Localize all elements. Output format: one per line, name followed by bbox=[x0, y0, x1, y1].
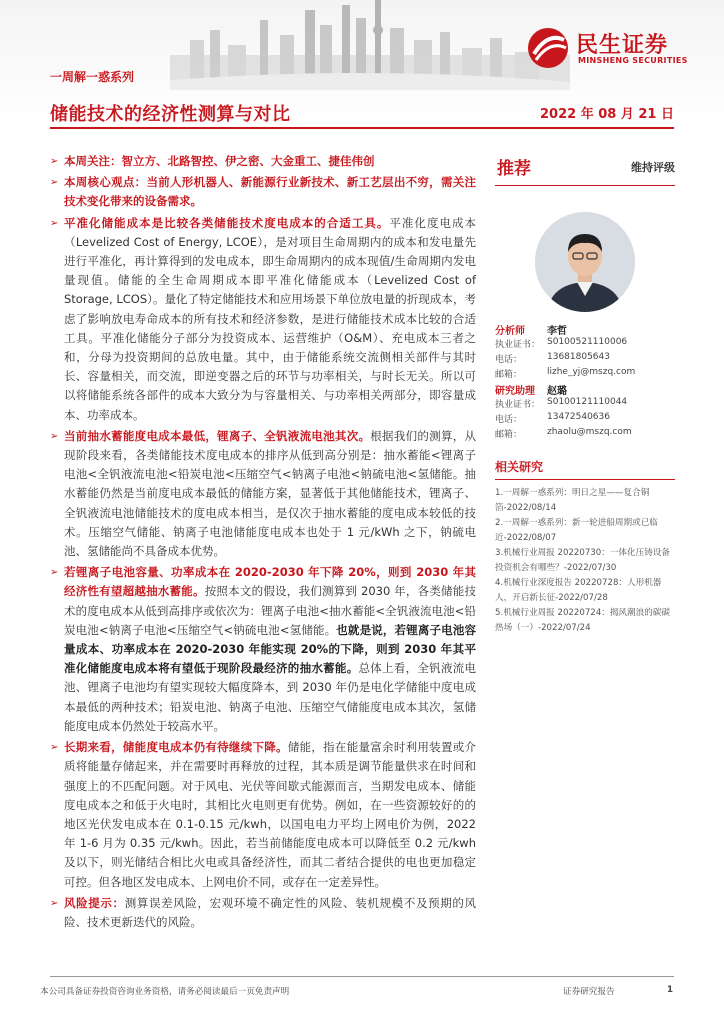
para-text: 储能，指在能量富余时利用装置或介质将能量存储起来，并在需要时再释放的过程，其本质是调节能量供求在时间和强度上的不匹配问题。对于风电、光伏等间歇式能源而言，当期发电成本、储能度电成本之和低于火电时，其相比火电则更有优势。例如，在一些资源较好的的地区光伏发电成本在 0.1-0.15 元/kwh，以国电电力平均上网电价为例，2022 年 1-6 月为 0.35 元/kwh。因此，若当前储能度电成本可以降低至 0.2 元/kwh 及以下，则光储结合相比火电或具备经济性，而其二者结合提供的电也更加稳定可控。但各地区发电成本、上网电价不同，或存在一定差异性。 bbox=[64, 740, 477, 889]
city-skyline-image bbox=[170, 0, 570, 90]
analyst-name: 李哲 bbox=[547, 326, 567, 337]
summary-paragraph bbox=[50, 738, 476, 892]
para-text: 按照本文的假设，我们测算到 2030 年，各类储能技术的度电成本从低到高排序或依次为：锂离子电池<抽水蓄能<全钒液流电池<铅炭电池<钠离子电池<压缩空气<钠硫电池<氢储能。 bbox=[64, 584, 477, 637]
brand-name-en: MINSHENG SECURITIES bbox=[578, 56, 688, 65]
footer-label: 证券研究报告 bbox=[563, 987, 615, 997]
brand-name-cn: 民生证券 bbox=[576, 33, 669, 58]
bullet-arrow-icon: ➢ bbox=[50, 897, 59, 909]
analyst-photo bbox=[535, 212, 635, 312]
cert-label: 执业证书： bbox=[495, 340, 541, 350]
para-text: 根据我们的测算，从现阶段来看，各类储能技术度电成本的排序从低到高分别是：抽水蓄能<锂离子电池<全钒液流电池<铅炭电池<压缩空气<钠离子电池<钠硫电池<氢储能。抽水蓄能仍然是当前度电成本最低的储能方案，显著低于其他储能技术，锂离子、全钒液流电池储能技术的度电成本相当，是仅次于抽水蓄能的度电成本较低的技术。压缩空气储能、钠离子电池储能度电成本也处于 1 元/kWh 之下，钠硫电池、氢储能尚不具备成本优势。 bbox=[64, 428, 477, 559]
footer-divider bbox=[50, 976, 674, 977]
bullet-arrow-icon: ➢ bbox=[50, 156, 59, 167]
analyst-mail-row bbox=[495, 427, 675, 442]
para-lead: 当前抽水蓄能度电成本最低，锂离子、全钒液流电池其次。 bbox=[64, 428, 371, 443]
analyst-mail-row bbox=[495, 367, 675, 382]
para-lead: 风险提示： bbox=[64, 895, 125, 910]
bullet-arrow-icon: ➢ bbox=[50, 742, 59, 754]
para-label: 本周核心观点： bbox=[64, 175, 147, 190]
para-lead: 若锂离子电池容量、功率成本在 2020-2030 年下降 20%，则到 2030 年其经济性有望超越抽水蓄能。 bbox=[64, 565, 476, 599]
summary-paragraph bbox=[50, 563, 476, 736]
sidebar bbox=[495, 146, 675, 633]
mail-value: zhaolu@mszq.com bbox=[547, 427, 632, 437]
rating-note: 维持评级 bbox=[631, 161, 675, 174]
summary-paragraph bbox=[50, 427, 476, 561]
bullet-arrow-icon: ➢ bbox=[50, 430, 59, 442]
para-text: 当前人形机器人、新能源行业新技术、新工艺层出不穷，需关注技术变化带来的设备需求。 bbox=[64, 175, 477, 209]
analyst-name: 赵璐 bbox=[547, 386, 567, 397]
summary-paragraph bbox=[50, 894, 476, 932]
rating-value: 推荐 bbox=[497, 159, 531, 179]
analyst-portrait-icon bbox=[535, 212, 635, 312]
rating-box bbox=[495, 146, 675, 186]
analyst-tel-row bbox=[495, 412, 675, 427]
related-research-link[interactable]: 5.机械行业周报 20220724：揭风潮浪的碳碳热场（一）-2022/07/24 bbox=[495, 608, 670, 633]
analyst-info bbox=[495, 322, 675, 442]
related-research-link[interactable]: 3.机械行业周报 20220730：一体化压铸设备投资机会有哪些？-2022/07/30 bbox=[495, 548, 670, 573]
para-lead: 长期来看，储能度电成本仍有待继续下降。 bbox=[64, 740, 288, 755]
para-bold-text: 也就是说，若锂离子电池容量成本、功率成本在 2020-2030 年能实现 20%的下降，则到 2030 年其平准化储能度电成本将有望低于现阶段最经济的抽水蓄能。 bbox=[64, 622, 476, 676]
bullet-arrow-icon: ➢ bbox=[50, 567, 59, 579]
para-text: 平准化度电成本（Levelized Cost of Energy, LCOE），是对项目生命周期内的成本和发电量先进行平准化，再计算得到的发电成本，即生命周期内的成本现值/生命周期内发电量现值。储能的全生命周期成本即平准化储能成本（Levelized Cost of Storage, LCOS）。量化了特定储能技术和应用场景下单位放电量的折现成本，考虑了影响放电寿命成本的所有技术和经济参数，是进行储能技术成本比较的合适工具。平准化储能分子部分为投资成本、运营维护（O&M）、充电成本三者之和，分母为投资期间的总放电量。其中，由于储能系统交流侧相关部件与其时长、容量相关，而交流，即逆变器之后的环节与功率相关，与时长无关。所以可以将储能系统各部件的成本大致分为与容量相关、与功率相关两部分，即容量成本、功率成本。 bbox=[64, 215, 476, 422]
cert-label: 执业证书： bbox=[495, 400, 541, 410]
tel-value: 13472540636 bbox=[547, 412, 610, 422]
tel-label: 电话： bbox=[495, 415, 523, 425]
analyst-cert-row bbox=[495, 337, 675, 352]
summary-paragraph bbox=[50, 173, 476, 211]
cert-value: S0100521110006 bbox=[547, 337, 628, 347]
mail-label: 邮箱： bbox=[495, 370, 523, 380]
analyst-role: 分析师 bbox=[495, 326, 525, 337]
para-label: 本周关注： bbox=[64, 154, 122, 168]
related-research-link[interactable]: 2.一周解一惑系列：新一轮进船周期或已临近-2022/08/07 bbox=[495, 518, 658, 543]
analyst-role: 研究助理 bbox=[495, 386, 535, 397]
analyst-tel-row bbox=[495, 352, 675, 367]
para-lead: 平准化储能成本是比较各类储能技术度电成本的合适工具。 bbox=[64, 215, 390, 230]
cert-value: S0100121110044 bbox=[547, 397, 628, 407]
summary-paragraph bbox=[50, 214, 476, 425]
header-banner bbox=[0, 0, 724, 128]
footer-disclaimer: 本公司具备证券投资咨询业务资格，请务必阅读最后一页免责声明 bbox=[40, 987, 290, 997]
analyst-cert-row bbox=[495, 397, 675, 412]
report-date: 2022 年 08 月 21 日 bbox=[540, 107, 674, 122]
analyst-name-row bbox=[495, 382, 675, 397]
mail-label: 邮箱： bbox=[495, 430, 523, 440]
bullet-arrow-icon: ➢ bbox=[50, 177, 59, 189]
tel-value: 13681805643 bbox=[547, 352, 610, 362]
mail-value: lizhe_yj@mszq.com bbox=[547, 367, 636, 377]
title-divider bbox=[50, 127, 674, 129]
page-number: 1 bbox=[667, 985, 673, 995]
related-research-link[interactable]: 4.机械行业深度报告 20220728：人形机器人，开启新长征-2022/07/28 bbox=[495, 578, 662, 603]
related-research bbox=[495, 458, 675, 636]
series-title: 一周解一惑系列 bbox=[50, 70, 135, 84]
summary-paragraph bbox=[50, 152, 476, 171]
related-research-title: 相关研究 bbox=[495, 458, 675, 480]
para-text: 测算误差风险，宏观环境不确定性的风险、装机规模不及预期的风险、技术更新迭代的风险。 bbox=[64, 895, 477, 929]
report-title: 储能技术的经济性测算与对比 bbox=[50, 104, 291, 125]
para-text: 智立方、北路智控、伊之密、大金重工、捷佳伟创 bbox=[121, 154, 375, 168]
analyst-name-row bbox=[495, 322, 675, 337]
tel-label: 电话： bbox=[495, 355, 523, 365]
para-text: 总体上看，全钒液流电池、锂离子电池均有望实现较大幅度降本，到 2030 年仍是电化学储能中度电成本最低的两种技术；铅炭电池、钠离子电池、压缩空气储能度电成本其次，氢储能度电成本仍然处于较高水平。 bbox=[64, 661, 476, 733]
brand-logo bbox=[526, 26, 706, 70]
related-research-link[interactable]: 1.一周解一惑系列：明日之星——复合铜箔-2022/08/14 bbox=[495, 488, 650, 513]
report-summary bbox=[50, 152, 476, 934]
bullet-arrow-icon: ➢ bbox=[50, 217, 59, 229]
brand-mark-icon bbox=[526, 26, 570, 70]
